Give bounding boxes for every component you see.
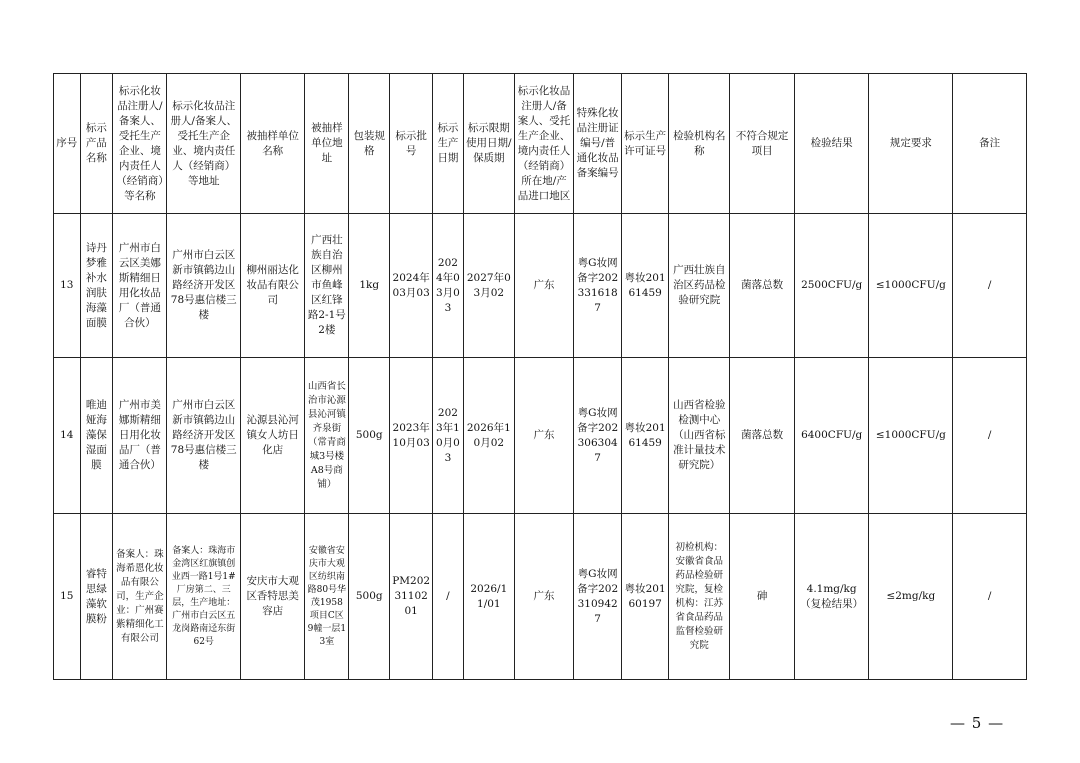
table-cell: ≤1000CFU/g: [869, 358, 953, 514]
table-cell: ≤1000CFU/g: [869, 214, 953, 358]
table-cell: 沁源县沁河镇女人坊日化店: [241, 358, 305, 514]
table-cell: 2500CFU/g: [794, 214, 869, 358]
header-cell: 序号: [54, 74, 81, 214]
header-cell: 标示限期使用日期/保质期: [463, 74, 514, 214]
table-cell: 柳州丽达化妆品有限公司: [241, 214, 305, 358]
header-cell: 标示化妆品注册人/备案人、受托生产企业、境内责任人（经销商）所在地/产品进口地区: [514, 74, 573, 214]
table-cell: 2024年03月03: [433, 214, 464, 358]
table-cell: 广东: [514, 358, 573, 514]
table-cell: 6400CFU/g: [794, 358, 869, 514]
table-cell: PM2023110201: [390, 514, 433, 680]
table-cell: 粤G妆网备字2023316187: [574, 214, 622, 358]
table-cell: 初检机构：安徽省食品药品检验研究院，复检机构：江苏省食品药品监督检验研究院: [669, 514, 730, 680]
table-cell: 广东: [514, 214, 573, 358]
table-cell: 粤G妆网备字2023109427: [574, 514, 622, 680]
table-cell: 粤妆20161459: [622, 214, 669, 358]
table-cell: 15: [54, 514, 81, 680]
table-cell: /: [953, 214, 1027, 358]
header-cell: 检验机构名称: [669, 74, 730, 214]
header-cell: 标示化妆品注册人/备案人、受托生产企业、境内责任人（经销商）等名称: [113, 74, 167, 214]
table-cell: 2026年10月02: [463, 358, 514, 514]
header-cell: 检验结果: [794, 74, 869, 214]
table-cell: 山西省长治市沁源县沁河镇齐泉街（常青商城3号楼A8号商铺）: [305, 358, 349, 514]
table-cell: 4.1mg/kg（复检结果）: [794, 514, 869, 680]
table-row: [54, 214, 1027, 358]
table-cell: 广州市白云区新市镇鹤边山路经济开发区78号惠信楼三楼: [167, 358, 241, 514]
table-cell: 唯迪娅海藻保湿面膜: [80, 358, 113, 514]
table-cell: 安庆市大观区香特思美容店: [241, 514, 305, 680]
header-cell: 包装规格: [349, 74, 390, 214]
table-cell: 广州市白云区美娜斯精细日用化妆品厂（普通合伙）: [113, 214, 167, 358]
table-cell: 广州市白云区新市镇鹤边山路经济开发区78号惠信楼三楼: [167, 214, 241, 358]
table-cell: 2024年03月03: [390, 214, 433, 358]
table-cell: 500g: [349, 358, 390, 514]
table-cell: 砷: [730, 514, 794, 680]
table-cell: 睿特思绿藻软膜粉: [80, 514, 113, 680]
table-cell: 粤妆20160197: [622, 514, 669, 680]
table-cell: 500g: [349, 514, 390, 680]
header-cell: 标示化妆品注册人/备案人、受托生产企业、境内责任人（经销商）等地址: [167, 74, 241, 214]
table-cell: ≤2mg/kg: [869, 514, 953, 680]
header-cell: 标示产品名称: [80, 74, 113, 214]
header-cell: 标示生产日期: [433, 74, 464, 214]
table-cell: 备案人：珠海希恩化妆品有限公司，生产企业：广州赛紫精细化工有限公司: [113, 514, 167, 680]
table-cell: 安徽省安庆市大观区纺织南路80号华茂1958项目C区9幢一层13室: [305, 514, 349, 680]
header-cell: 标示生产许可证号: [622, 74, 669, 214]
table-cell: 广州市美娜斯精细日用化妆品厂（普通合伙）: [113, 358, 167, 514]
table-cell: 1kg: [349, 214, 390, 358]
table-cell: /: [953, 358, 1027, 514]
table-cell: 2026/11/01: [463, 514, 514, 680]
inspection-table: [53, 73, 1027, 680]
table-cell: 菌落总数: [730, 358, 794, 514]
table-cell: 2023年10月03: [390, 358, 433, 514]
table-cell: 2023年10月03: [433, 358, 464, 514]
header-cell: 被抽样单位地址: [305, 74, 349, 214]
table-cell: 粤G妆网备字2023063047: [574, 358, 622, 514]
table-row: [54, 358, 1027, 514]
table-cell: 诗丹梦雅补水润肤海藻面膜: [80, 214, 113, 358]
header-cell: 备注: [953, 74, 1027, 214]
table-cell: 2027年03月02: [463, 214, 514, 358]
table-cell: 广西壮族自治区柳州市鱼峰区红锋路2-1号2楼: [305, 214, 349, 358]
header-cell: 标示批号: [390, 74, 433, 214]
header-cell: 不符合规定项目: [730, 74, 794, 214]
table-cell: 广西壮族自治区药品检验研究院: [669, 214, 730, 358]
table-cell: 备案人：珠海市金湾区红旗镇创业西一路1号1#厂房第二、三层，生产地址：广州市白云区五龙岗路南迳东街62号: [167, 514, 241, 680]
table-cell: /: [953, 514, 1027, 680]
header-cell: 被抽样单位名称: [241, 74, 305, 214]
table-cell: 菌落总数: [730, 214, 794, 358]
table-cell: 13: [54, 214, 81, 358]
header-cell: 规定要求: [869, 74, 953, 214]
table-cell: 广东: [514, 514, 573, 680]
table-row: [54, 514, 1027, 680]
page-number: — 5 —: [950, 714, 1005, 732]
table-cell: 山西省检验检测中心（山西省标准计量技术研究院）: [669, 358, 730, 514]
table-cell: 粤妆20161459: [622, 358, 669, 514]
header-cell: 特殊化妆品注册证编号/普通化妆品备案编号: [574, 74, 622, 214]
table-cell: /: [433, 514, 464, 680]
table-cell: 14: [54, 358, 81, 514]
table-header-row: [54, 74, 1027, 214]
